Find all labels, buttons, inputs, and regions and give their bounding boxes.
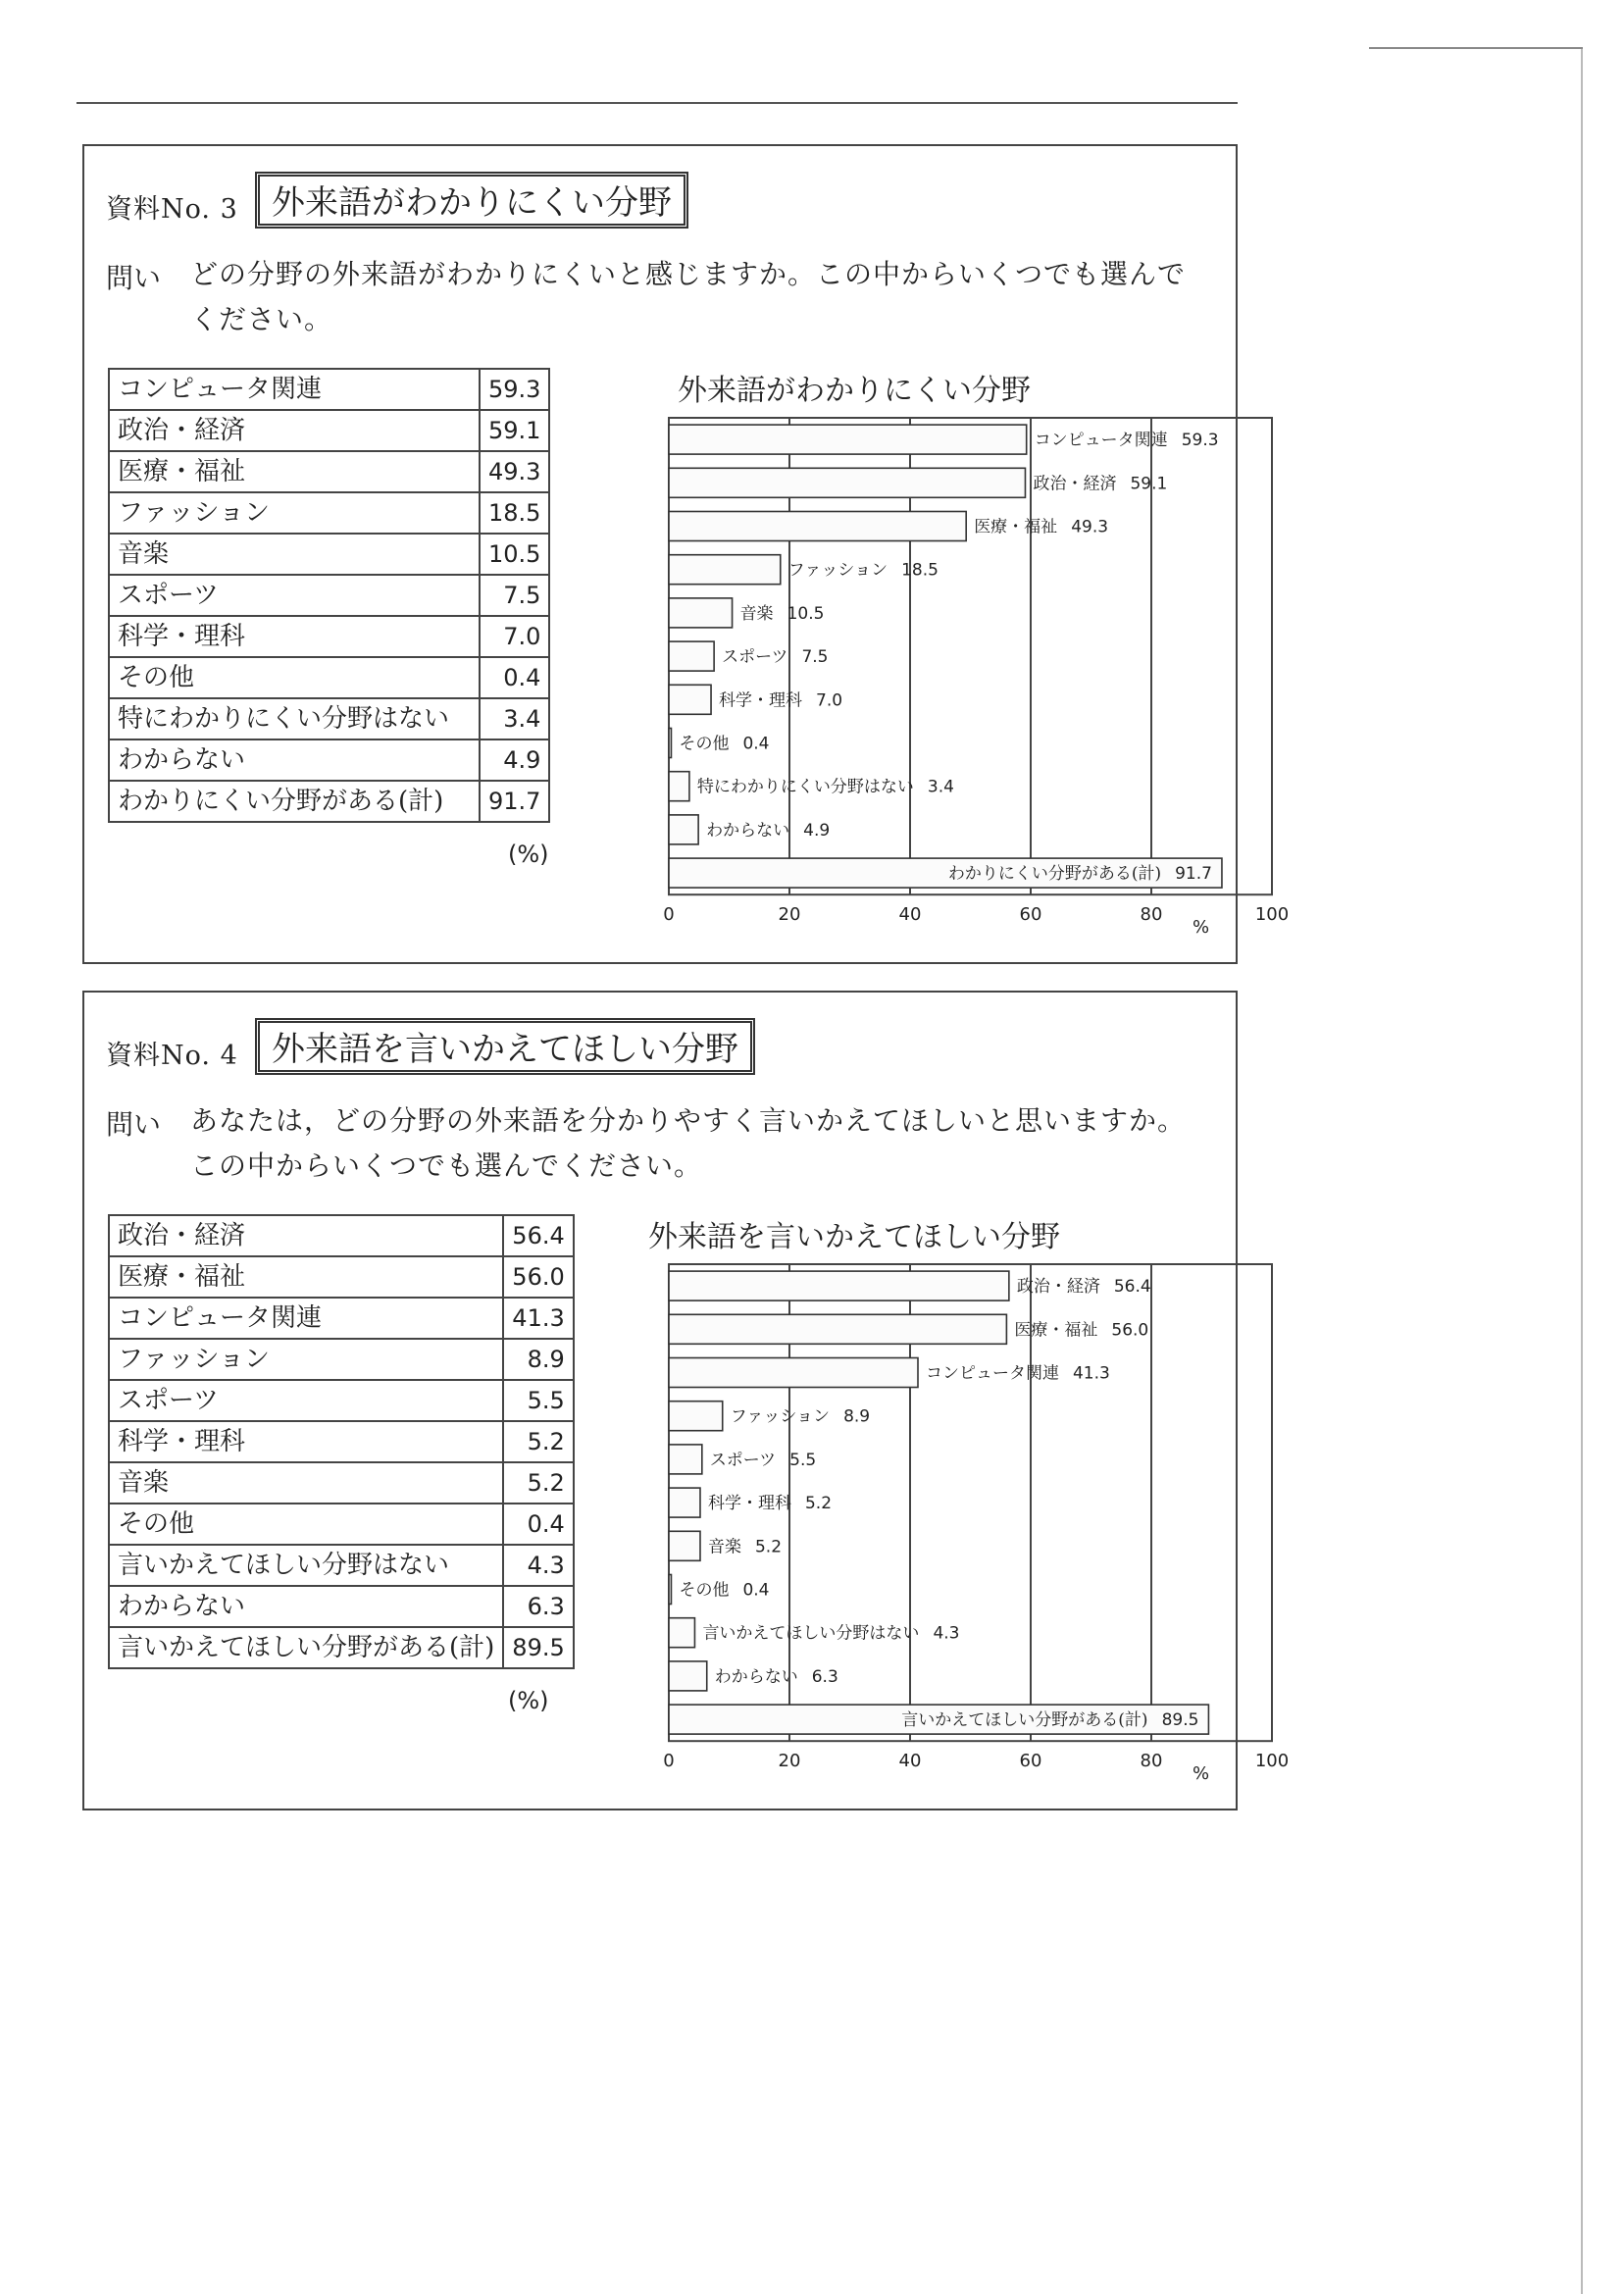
data-label: 10.5 bbox=[787, 603, 825, 624]
table-row bbox=[109, 781, 549, 822]
table-row bbox=[109, 657, 549, 698]
category-cell: わかりにくい分野がある(計) bbox=[109, 781, 480, 822]
bar bbox=[669, 685, 711, 714]
table-row bbox=[109, 739, 549, 781]
data-label: 91.7 bbox=[1175, 864, 1212, 885]
table-row bbox=[109, 369, 549, 410]
panel-document-4 bbox=[82, 991, 1290, 1810]
data-label: 7.0 bbox=[816, 690, 843, 711]
bar-label bbox=[715, 1667, 838, 1687]
category-cell: ファッション bbox=[109, 492, 480, 534]
bar-category-label: 科学・理科 bbox=[719, 690, 803, 711]
value-cell: 41.3 bbox=[503, 1298, 573, 1339]
tick-label: 40 bbox=[898, 904, 922, 926]
category-cell: スポーツ bbox=[109, 1380, 503, 1421]
value-cell: 18.5 bbox=[480, 492, 549, 534]
bar-category-label: わかりにくい分野がある(計) bbox=[947, 864, 1162, 885]
data-label: 5.5 bbox=[789, 1450, 817, 1470]
bar bbox=[669, 1531, 700, 1560]
tick-label: 80 bbox=[1140, 1751, 1163, 1772]
value-cell: 7.5 bbox=[480, 575, 549, 616]
value-cell: 4.3 bbox=[503, 1545, 573, 1586]
bar-category-label: コンピュータ関連 bbox=[1034, 431, 1168, 451]
bar-label bbox=[740, 604, 825, 624]
value-cell: 3.4 bbox=[480, 698, 549, 739]
category-cell: 言いかえてほしい分野はない bbox=[109, 1545, 503, 1586]
bar bbox=[669, 641, 714, 671]
bar bbox=[669, 729, 671, 758]
bar-category-label: その他 bbox=[679, 1580, 730, 1601]
value-cell: 6.3 bbox=[503, 1586, 573, 1627]
percentage-table bbox=[108, 368, 550, 823]
data-label: 59.3 bbox=[1181, 431, 1219, 451]
bar-chart bbox=[571, 1253, 1290, 1772]
category-cell: コンピュータ関連 bbox=[109, 1298, 503, 1339]
category-cell: スポーツ bbox=[109, 575, 480, 616]
document-title: 外来語がわかりにくい分野 bbox=[255, 172, 688, 229]
bar-category-label: 言いかえてほしい分野がある(計) bbox=[901, 1710, 1148, 1731]
table-row bbox=[109, 616, 549, 657]
value-cell: 5.2 bbox=[503, 1421, 573, 1462]
category-cell: 医療・福祉 bbox=[109, 1256, 503, 1298]
bar-category-label: 音楽 bbox=[739, 603, 774, 624]
page-edge-line bbox=[1581, 47, 1583, 2294]
bar bbox=[669, 1358, 918, 1388]
panel-document-3 bbox=[82, 144, 1290, 964]
table-row bbox=[109, 492, 549, 534]
data-label: 0.4 bbox=[742, 1580, 770, 1601]
data-label: 8.9 bbox=[843, 1406, 871, 1427]
bar-chart bbox=[571, 407, 1290, 926]
bar bbox=[669, 1271, 1009, 1300]
value-cell: 56.0 bbox=[503, 1256, 573, 1298]
category-cell: その他 bbox=[109, 657, 480, 698]
bar-label bbox=[708, 1537, 782, 1556]
category-cell: 政治・経済 bbox=[109, 1215, 503, 1256]
data-label: 56.0 bbox=[1111, 1320, 1149, 1341]
bar-label bbox=[722, 647, 828, 667]
unit-label: (%) bbox=[508, 1687, 549, 1714]
category-cell: 音楽 bbox=[109, 534, 480, 575]
data-label: 59.1 bbox=[1130, 474, 1168, 494]
category-cell: 科学・理科 bbox=[109, 616, 480, 657]
value-cell: 8.9 bbox=[503, 1339, 573, 1380]
value-cell: 0.4 bbox=[503, 1504, 573, 1545]
bar-label bbox=[697, 778, 954, 797]
data-label: 5.2 bbox=[804, 1494, 833, 1514]
value-cell: 5.2 bbox=[503, 1462, 573, 1504]
data-label: 0.4 bbox=[742, 734, 770, 754]
bar-label bbox=[702, 1624, 959, 1644]
value-cell: 59.1 bbox=[480, 410, 549, 451]
question-tag: 問い bbox=[106, 1108, 162, 1141]
tick-label: 100 bbox=[1254, 1751, 1290, 1772]
bar bbox=[669, 815, 698, 844]
question-text: あなたは，どの分野の外来語を分かりやすく言いかえてほしいと思いますか。この中からいくつでも選んでください。 bbox=[190, 1104, 1187, 1182]
bar-category-label: わからない bbox=[706, 820, 790, 841]
bar-label bbox=[731, 1407, 870, 1427]
percentage-table bbox=[108, 1214, 575, 1669]
bar bbox=[669, 1661, 707, 1691]
table-row bbox=[109, 410, 549, 451]
value-cell: 91.7 bbox=[480, 781, 549, 822]
bar bbox=[669, 598, 733, 628]
data-label: 5.2 bbox=[754, 1537, 783, 1557]
value-cell: 10.5 bbox=[480, 534, 549, 575]
document-label: 資料No. 3 bbox=[106, 194, 238, 225]
bar-category-label: ファッション bbox=[787, 560, 888, 581]
question-tag: 問い bbox=[106, 262, 162, 294]
table-row bbox=[109, 451, 549, 492]
table-row bbox=[109, 1586, 574, 1627]
page-edge-tick bbox=[1369, 47, 1583, 49]
tick-label: 0 bbox=[663, 904, 675, 926]
bar-label bbox=[710, 1451, 816, 1470]
category-cell: わからない bbox=[109, 739, 480, 781]
bar bbox=[669, 512, 966, 541]
data-label: 3.4 bbox=[927, 777, 954, 797]
category-cell: 科学・理科 bbox=[109, 1421, 503, 1462]
tick-label: 100 bbox=[1254, 904, 1290, 926]
data-label: 41.3 bbox=[1072, 1363, 1110, 1384]
value-cell: 49.3 bbox=[480, 451, 549, 492]
table-row bbox=[109, 575, 549, 616]
table-row bbox=[109, 1339, 574, 1380]
bar bbox=[669, 555, 781, 585]
bar-category-label: わからない bbox=[714, 1666, 798, 1687]
table-row bbox=[109, 1215, 574, 1256]
value-cell: 59.3 bbox=[480, 369, 549, 410]
category-cell: 医療・福祉 bbox=[109, 451, 480, 492]
bar-category-label: スポーツ bbox=[722, 647, 788, 668]
table-row bbox=[109, 1380, 574, 1421]
table-row bbox=[109, 1462, 574, 1504]
table-row bbox=[109, 1256, 574, 1298]
bar bbox=[669, 1402, 723, 1431]
bar bbox=[669, 468, 1025, 497]
data-label: 4.9 bbox=[803, 820, 831, 841]
plot-area bbox=[663, 1264, 1289, 1771]
category-cell: その他 bbox=[109, 1504, 503, 1545]
tick-label: 40 bbox=[898, 1751, 922, 1772]
bar-category-label: 医療・福祉 bbox=[974, 517, 1058, 537]
bar-label bbox=[708, 1494, 832, 1513]
bar-label bbox=[788, 561, 939, 581]
bar bbox=[669, 772, 689, 801]
data-label: 7.5 bbox=[801, 647, 829, 668]
document-title: 外来語を言いかえてほしい分野 bbox=[255, 1018, 755, 1075]
value-cell: 56.4 bbox=[503, 1215, 573, 1256]
bar bbox=[669, 425, 1027, 454]
bar-label bbox=[1033, 474, 1167, 493]
bar-category-label: 政治・経済 bbox=[1033, 474, 1117, 494]
table-row bbox=[109, 1627, 574, 1668]
data-label: 49.3 bbox=[1071, 517, 1109, 537]
category-cell: 言いかえてほしい分野がある(計) bbox=[109, 1627, 503, 1668]
value-cell: 4.9 bbox=[480, 739, 549, 781]
category-cell: わからない bbox=[109, 1586, 503, 1627]
data-label: 4.3 bbox=[933, 1623, 960, 1644]
x-axis-label: % bbox=[1193, 1763, 1210, 1784]
table-row bbox=[109, 1504, 574, 1545]
data-label: 89.5 bbox=[1161, 1710, 1199, 1731]
bar bbox=[669, 1488, 700, 1517]
value-cell: 5.5 bbox=[503, 1380, 573, 1421]
value-cell: 89.5 bbox=[503, 1627, 573, 1668]
tick-label: 0 bbox=[663, 1751, 675, 1772]
bar-label bbox=[1014, 1320, 1148, 1340]
bar-label bbox=[1035, 431, 1219, 450]
value-cell: 7.0 bbox=[480, 616, 549, 657]
bar-category-label: 科学・理科 bbox=[707, 1494, 791, 1514]
category-cell: コンピュータ関連 bbox=[109, 369, 480, 410]
bar-category-label: 音楽 bbox=[707, 1537, 741, 1557]
bar-label bbox=[706, 821, 830, 841]
data-label: 56.4 bbox=[1113, 1277, 1151, 1298]
bar-category-label: スポーツ bbox=[709, 1450, 777, 1470]
top-rule bbox=[76, 102, 1238, 104]
chart-title: 外来語を言いかえてほしい分野 bbox=[648, 1220, 1060, 1254]
bar-category-label: 医療・福祉 bbox=[1014, 1320, 1098, 1341]
category-cell: 音楽 bbox=[109, 1462, 503, 1504]
tick-label: 80 bbox=[1140, 904, 1163, 926]
bar-category-label: ファッション bbox=[730, 1406, 831, 1427]
table-row bbox=[109, 1298, 574, 1339]
category-cell: 特にわかりにくい分野はない bbox=[109, 698, 480, 739]
document-label: 資料No. 4 bbox=[106, 1041, 238, 1071]
table-row bbox=[109, 534, 549, 575]
bar bbox=[669, 1445, 702, 1474]
bar bbox=[669, 1575, 671, 1605]
table-row bbox=[109, 698, 549, 739]
bar-category-label: その他 bbox=[679, 734, 730, 754]
tick-label: 60 bbox=[1019, 904, 1042, 926]
table-row bbox=[109, 1421, 574, 1462]
data-label: 18.5 bbox=[901, 560, 939, 581]
bar bbox=[669, 1618, 694, 1648]
bar-category-label: コンピュータ関連 bbox=[925, 1363, 1059, 1384]
bar-label bbox=[974, 518, 1108, 537]
bar-label bbox=[679, 1581, 769, 1601]
table-row bbox=[109, 1545, 574, 1586]
question-text: どの分野の外来語がわかりにくいと感じますか。この中からいくつでも選んでください。 bbox=[190, 258, 1187, 335]
x-axis-label: % bbox=[1193, 917, 1210, 938]
unit-label: (%) bbox=[508, 841, 549, 868]
bar-label bbox=[1017, 1277, 1151, 1297]
bar-category-label: 特にわかりにくい分野はない bbox=[696, 777, 914, 797]
category-cell: 政治・経済 bbox=[109, 410, 480, 451]
bar-label bbox=[679, 735, 769, 754]
tick-label: 60 bbox=[1019, 1751, 1042, 1772]
data-label: 6.3 bbox=[811, 1666, 838, 1687]
bar-category-label: 言いかえてほしい分野はない bbox=[702, 1623, 920, 1644]
value-cell: 0.4 bbox=[480, 657, 549, 698]
tick-label: 20 bbox=[778, 1751, 801, 1772]
bar-label bbox=[719, 690, 842, 710]
category-cell: ファッション bbox=[109, 1339, 503, 1380]
chart-title: 外来語がわかりにくい分野 bbox=[678, 374, 1031, 408]
bar-category-label: 政治・経済 bbox=[1016, 1277, 1100, 1298]
plot-area bbox=[663, 418, 1289, 925]
tick-label: 20 bbox=[778, 904, 801, 926]
bar bbox=[669, 1314, 1006, 1344]
bar-label bbox=[926, 1364, 1110, 1384]
